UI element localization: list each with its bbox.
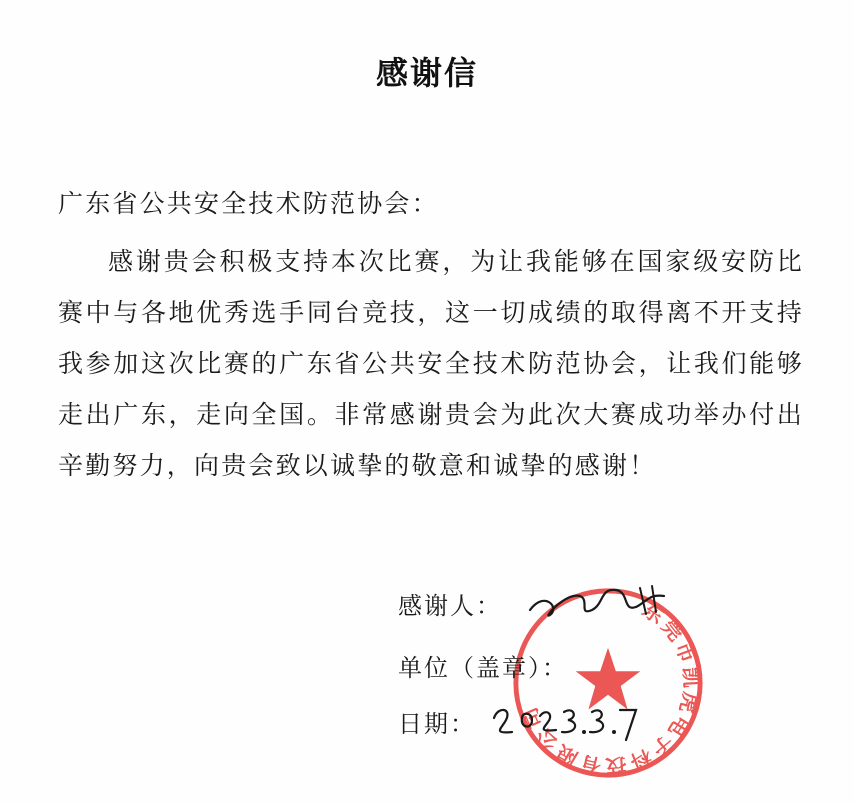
letter-title: 感谢信 — [375, 54, 478, 92]
unit-seal-label: 单位（盖章）： — [398, 654, 568, 682]
handwritten-signature — [520, 570, 680, 630]
svg-text:东莞市凯虎电子科技有限公司: 东莞市凯虎电子科技有限公司 — [515, 597, 704, 780]
salutation: 广东省公共安全技术防范协会： — [58, 189, 439, 218]
body-paragraph: 感谢贵会积极支持本次比赛，为让我能够在国家级安防比赛中与各地优秀选手同台竞技，这一切成绩的取得离不开支持我参加这次比赛的广东省公共安全技术防范协会，让我们能够走出广东，走向全国。非常感谢贵会为此次大赛成功举办付出辛勤努力，向贵会致以诚挚的敬意和诚挚的感谢！ — [58, 247, 804, 480]
signer-label: 感谢人： — [398, 592, 502, 620]
date-label: 日期： — [398, 710, 476, 738]
handwritten-date — [486, 688, 646, 748]
letter-body — [58, 236, 804, 491]
